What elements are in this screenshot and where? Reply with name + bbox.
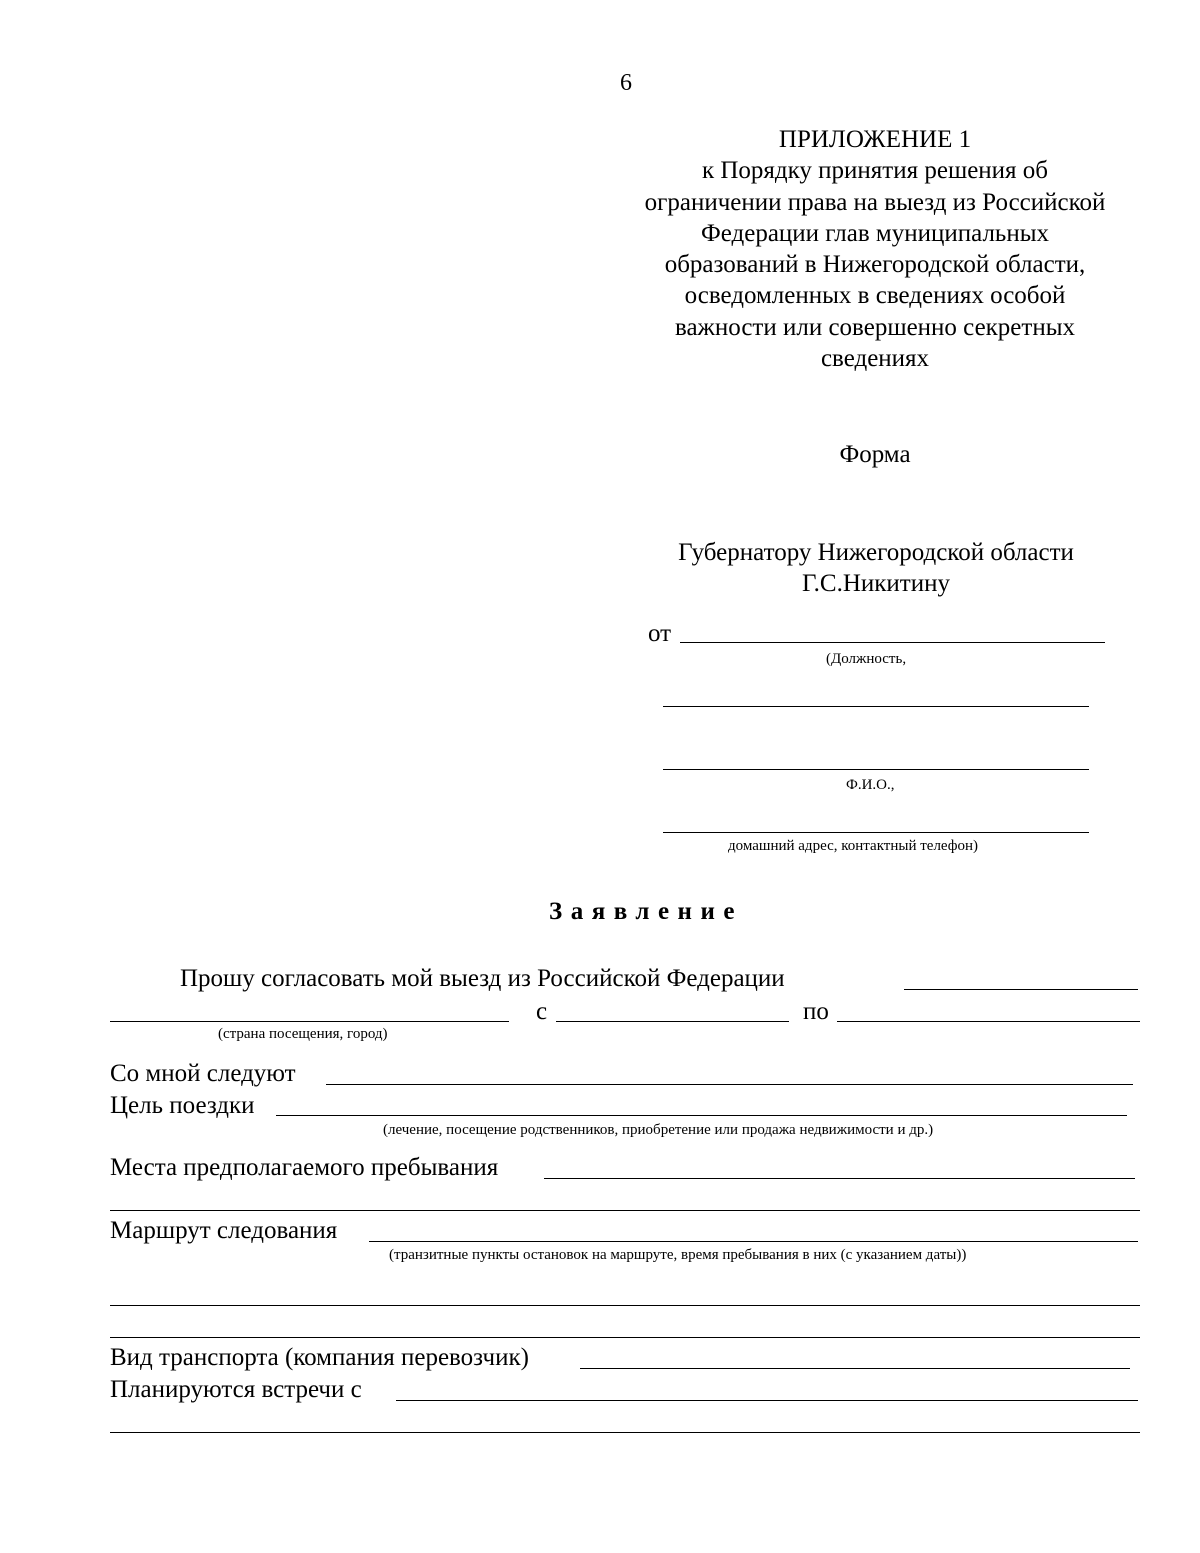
- stay-places-field[interactable]: [544, 1178, 1135, 1179]
- form-label: Форма: [839, 441, 911, 468]
- appendix-line: ограничении права на выезд из Российской: [644, 188, 1106, 216]
- position-field[interactable]: [680, 642, 1105, 643]
- name-hint: Ф.И.О.,: [846, 777, 895, 793]
- transport-label: Вид транспорта (компания перевозчик): [110, 1344, 529, 1371]
- route-field-continued[interactable]: [110, 1305, 1140, 1306]
- request-text: Прошу согласовать мой выезд из Российской Федерации: [180, 965, 785, 992]
- purpose-hint: (лечение, посещение родственников, приобретение или продажа недвижимости и др.): [383, 1122, 934, 1138]
- accompanied-label: Со мной следуют: [110, 1060, 296, 1087]
- stay-places-label: Места предполагаемого пребывания: [110, 1154, 499, 1181]
- appendix-line: ПРИЛОЖЕНИЕ 1: [778, 126, 972, 153]
- purpose-label: Цель поездки: [110, 1092, 255, 1119]
- country-hint: (страна посещения, город): [218, 1026, 388, 1042]
- appendix-line: образований в Нижегородской области,: [664, 251, 1086, 279]
- appendix-header: [600, 124, 1150, 374]
- from-label: от: [648, 620, 672, 647]
- meetings-label: Планируются встречи с: [110, 1376, 362, 1403]
- to-date-field[interactable]: [837, 1021, 1140, 1022]
- purpose-field[interactable]: [276, 1115, 1127, 1116]
- addressee-name: Г.С.Никитину: [802, 570, 950, 597]
- addressee: [600, 537, 1152, 599]
- appendix-line: важности или совершенно секретных: [674, 313, 1076, 341]
- meetings-field-continued[interactable]: [110, 1432, 1140, 1433]
- document-title: Заявление: [549, 898, 743, 925]
- name-field[interactable]: [663, 769, 1089, 770]
- page-number: 6: [620, 70, 632, 96]
- accompanied-field[interactable]: [326, 1084, 1133, 1085]
- appendix-line: к Порядку принятия решения об: [701, 157, 1049, 185]
- transport-field[interactable]: [580, 1368, 1130, 1369]
- route-field-continued[interactable]: [110, 1337, 1140, 1338]
- to-date-label: по: [803, 998, 829, 1025]
- appendix-line: Федерации глав муниципальных: [700, 219, 1049, 247]
- appendix-line: сведениях: [820, 345, 930, 373]
- from-date-label: с: [536, 998, 548, 1025]
- addressee-title: Губернатору Нижегородской области: [678, 539, 1074, 566]
- from-date-field[interactable]: [556, 1021, 789, 1022]
- meetings-field[interactable]: [396, 1400, 1138, 1401]
- route-label: Маршрут следования: [110, 1217, 338, 1244]
- position-field-continued[interactable]: [663, 706, 1089, 707]
- destination-field[interactable]: [904, 989, 1138, 990]
- destination-field-continued[interactable]: [110, 1021, 509, 1022]
- appendix-line: осведомленных в сведениях особой: [684, 282, 1066, 310]
- position-hint: (Должность,: [826, 651, 907, 667]
- contact-field[interactable]: [663, 832, 1089, 833]
- stay-places-field-continued[interactable]: [110, 1210, 1140, 1211]
- contact-hint: домашний адрес, контактный телефон): [728, 838, 979, 854]
- route-hint: (транзитные пункты остановок на маршруте, время пребывания в них (с указанием даты)): [389, 1247, 967, 1263]
- route-field[interactable]: [369, 1241, 1138, 1242]
